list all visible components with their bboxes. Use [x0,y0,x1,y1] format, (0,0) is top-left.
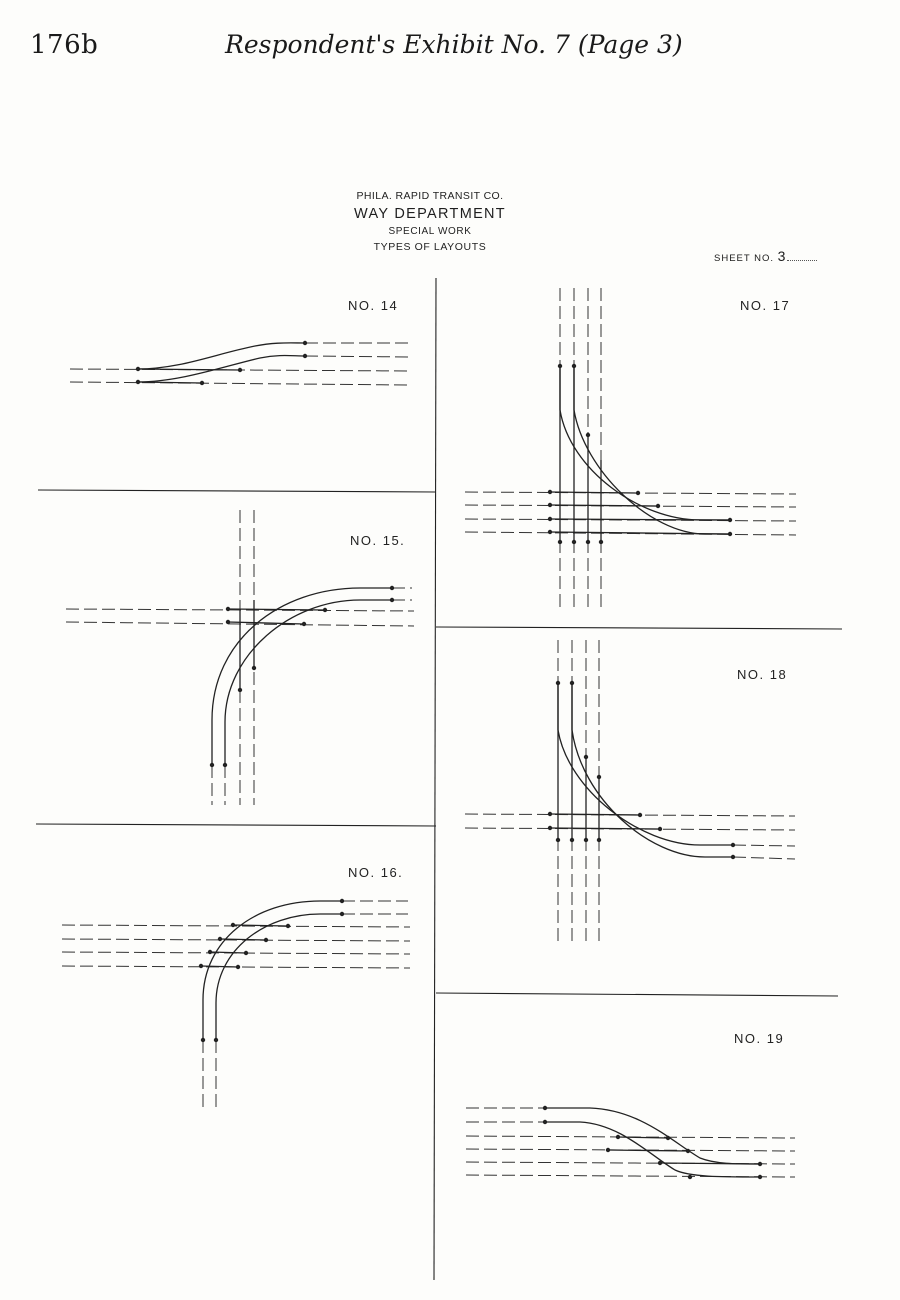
layout-no-16-label: NO. 16. [348,865,404,880]
layout-no-14-diagram [70,341,410,385]
sheet-number: 3 [777,248,786,264]
layout-no-18-diagram [465,640,795,945]
department-name: WAY DEPARTMENT [354,206,506,222]
layout-no-19-diagram [466,1106,795,1179]
sheet-label: SHEET NO. [714,253,775,264]
panel-frame-lines [36,278,842,1280]
exhibit-title: Respondent's Exhibit No. 7 (Page 3) [225,30,683,59]
layout-no-19-label: NO. 19 [734,1031,785,1046]
layout-no-16-diagram [62,899,410,1110]
drawing-description: TYPES OF LAYOUTS [373,241,487,253]
page-number: 176b [30,30,99,60]
drawing-subject: SPECIAL WORK [388,226,472,237]
layout-no-15-diagram [66,510,414,805]
layout-no-18-label: NO. 18 [737,667,788,682]
layout-no-15-label: NO. 15. [350,533,406,548]
layout-no-17-label: NO. 17 [740,298,791,313]
layout-no-17-diagram [465,288,796,612]
layout-no-14-label: NO. 14 [348,298,399,313]
company-name: PHILA. RAPID TRANSIT CO. [356,190,504,202]
